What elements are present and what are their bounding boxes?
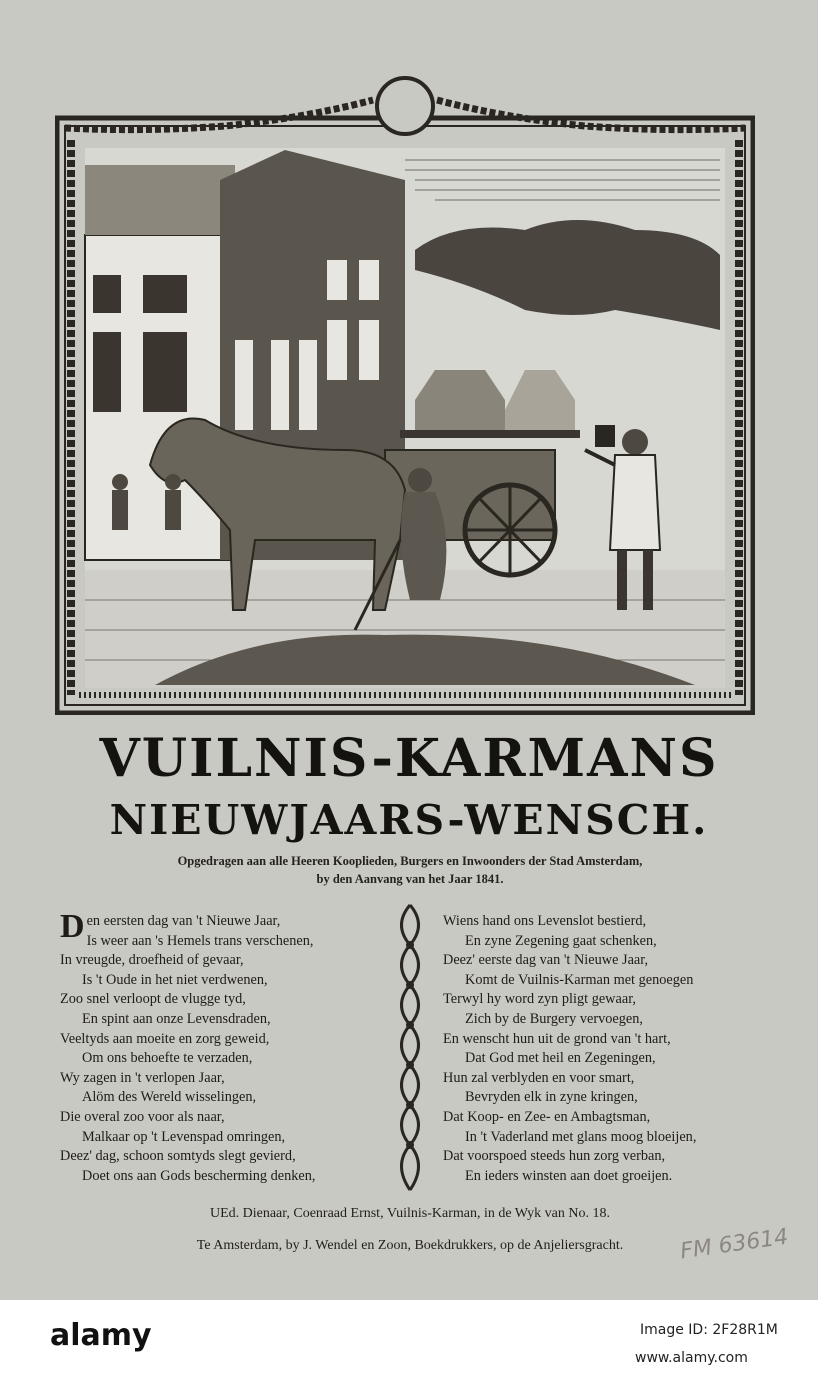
poem-line: In 't Vaderland met glans moog bloeijen, [465, 1128, 697, 1145]
poem-line: En spint aan onze Levensdraden, [82, 1010, 271, 1027]
handwritten-catalog-mark: FM 63614 [678, 1224, 790, 1265]
main-title-line-2: NIEUWJAARS-WENSCH. [109, 796, 709, 844]
poem-line: Dat God met heil en Zegeningen, [465, 1050, 656, 1067]
poem-line: En zyne Zegening gaat schenken, [465, 932, 657, 949]
poem-line: Zich by de Burgery vervoegen, [465, 1010, 643, 1027]
engraving-frame [55, 70, 755, 715]
tiled-roof [85, 165, 235, 235]
poem-right-column [443, 912, 773, 1186]
poem-line: Deez' dag, schoon somtyds slegt gevierd, [60, 1148, 296, 1165]
alamy-logo[interactable]: alamy [50, 1318, 152, 1353]
poem-line: Zoo snel verloopt de vlugge tyd, [60, 991, 246, 1008]
poem-line: Bevryden elk in zyne kringen, [465, 1089, 638, 1106]
poem-line: Deez' eerste dag van 't Nieuwe Jaar, [443, 952, 649, 969]
signature-line: UEd. Dienaar, Coenraad Ernst, Vuilnis-Karman, in de Wyk van No. 18. [209, 1206, 611, 1221]
poem-line: Die overal zoo voor als naar, [60, 1108, 225, 1125]
poem-left-column [60, 908, 400, 1186]
dedication-line-2: by den Aanvang van het Jaar 1841. [316, 872, 504, 886]
printer-imprint: Te Amsterdam, by J. Wendel en Zoon, Boekdrukkers, op de Anjeliersgracht. [196, 1238, 624, 1253]
poem-line: Hun zal verblyden en voor smart, [443, 1069, 635, 1086]
poem-line: Wiens hand ons Levenslot bestierd, [443, 913, 647, 929]
top-medallion [377, 78, 433, 134]
poem-line: Wy zagen in 't verlopen Jaar, [60, 1069, 225, 1086]
poem-line: Dat voorspoed steeds hun zorg verban, [443, 1148, 666, 1165]
poem-line: Is weer aan 's Hemels trans verschenen, [86, 932, 314, 949]
poem-line: Den eersten dag van 't Nieuwe Jaar, [60, 908, 281, 945]
alamy-url[interactable]: www.alamy.com [635, 1350, 748, 1366]
poem-line: En ieders winsten aan doet groeijen. [465, 1167, 673, 1184]
dedication-line-1: Opgedragen aan alle Heeren Kooplieden, Burgers en Inwoonders der Stad Amsterdam, [177, 854, 643, 868]
poem-line: Doet ons aan Gods bescherming denken, [82, 1167, 316, 1184]
poem-line: Komt de Vuilnis-Karman met genoegen [465, 971, 694, 988]
poem-line: Alöm des Wereld wisselingen, [82, 1089, 257, 1106]
poem-line: In vreugde, droefheid of gevaar, [60, 952, 244, 969]
image-id: Image ID: 2F28R1M [640, 1322, 778, 1338]
dropcap: D [60, 908, 85, 945]
vine-ornament [388, 900, 432, 1200]
woodcut-illustration [55, 70, 755, 715]
dedication [70, 852, 750, 888]
poem-line: Malkaar op 't Levenspad omringen, [82, 1128, 286, 1145]
poem-line: En wenscht hun uit de grond van 't hart, [443, 1030, 671, 1047]
poem-line: Om ons behoefte te verzaden, [82, 1050, 253, 1067]
poem-line: Is 't Oude in het niet verdwenen, [82, 971, 268, 988]
poem-line: Dat Koop- en Zee- en Ambagtsman, [443, 1108, 651, 1125]
main-title-line-1: VUILNIS-KARMANS [99, 728, 719, 789]
poem-line: Terwyl hy word zyn pligt gewaar, [443, 991, 636, 1008]
poem-line: Veeltyds aan moeite en zorg geweid, [60, 1030, 270, 1047]
